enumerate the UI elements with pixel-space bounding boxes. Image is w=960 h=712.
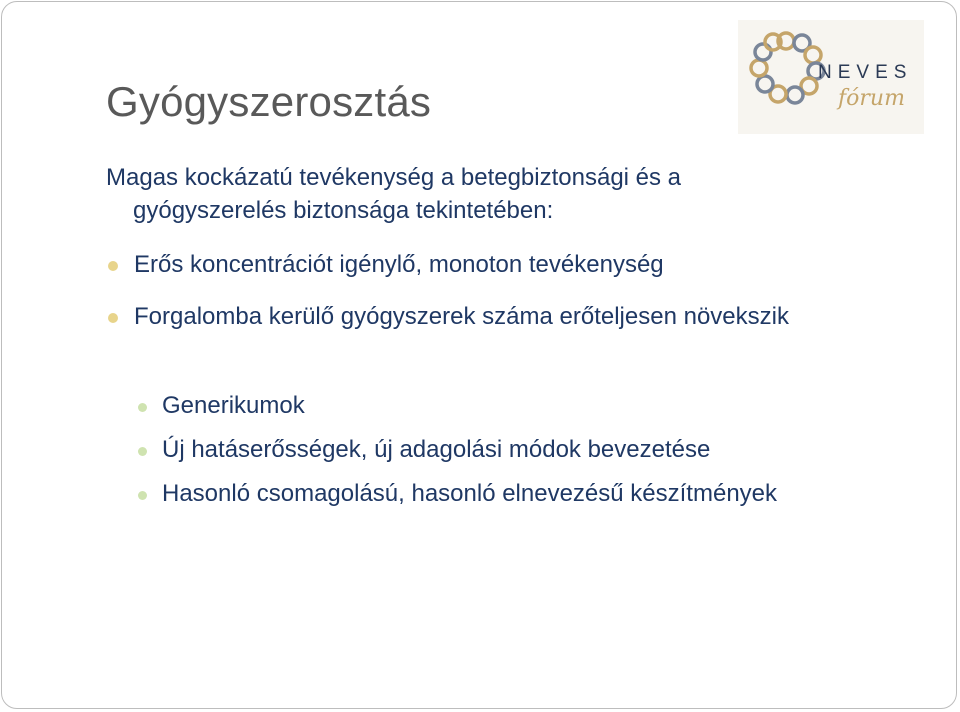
logo-subtitle: fórum: [838, 86, 905, 111]
bullet-dot-icon: [108, 313, 118, 323]
sub-bullet-text: Hasonló csomagolású, hasonló elnevezésű készítmények: [162, 480, 778, 507]
slide-title: Gyógyszerosztás: [106, 78, 432, 125]
bullet-item: [106, 302, 896, 332]
bullet-list-level-2: [134, 391, 924, 523]
slide: [1, 1, 957, 709]
intro-line-1: Magas kockázatú tevékenység a betegbiztonsági és a: [106, 164, 682, 191]
intro-line-2: gyógyszerelés biztonsága tekintetében:: [133, 197, 554, 224]
sub-bullet-text: Generikumok: [162, 392, 305, 419]
sub-bullet-item: [134, 479, 924, 509]
intro-text: [106, 161, 866, 227]
neves-forum-logo: [738, 20, 924, 134]
bullet-text: Forgalomba kerülő gyógyszerek száma erőteljesen növekszik: [134, 303, 789, 330]
sub-bullet-dot-icon: [138, 491, 147, 500]
bullet-text: Erős koncentrációt igénylő, monoton tevékenység: [134, 251, 664, 278]
bullet-list-level-1: [106, 250, 896, 354]
sub-bullet-dot-icon: [138, 403, 147, 412]
logo-name: NEVES: [818, 62, 913, 83]
sub-bullet-text: Új hatáserősségek, új adagolási módok bevezetése: [162, 436, 711, 463]
sub-bullet-item: [134, 435, 924, 465]
sub-bullet-dot-icon: [138, 447, 147, 456]
sub-bullet-item: [134, 391, 924, 421]
bullet-item: [106, 250, 896, 280]
bullet-dot-icon: [108, 261, 118, 271]
